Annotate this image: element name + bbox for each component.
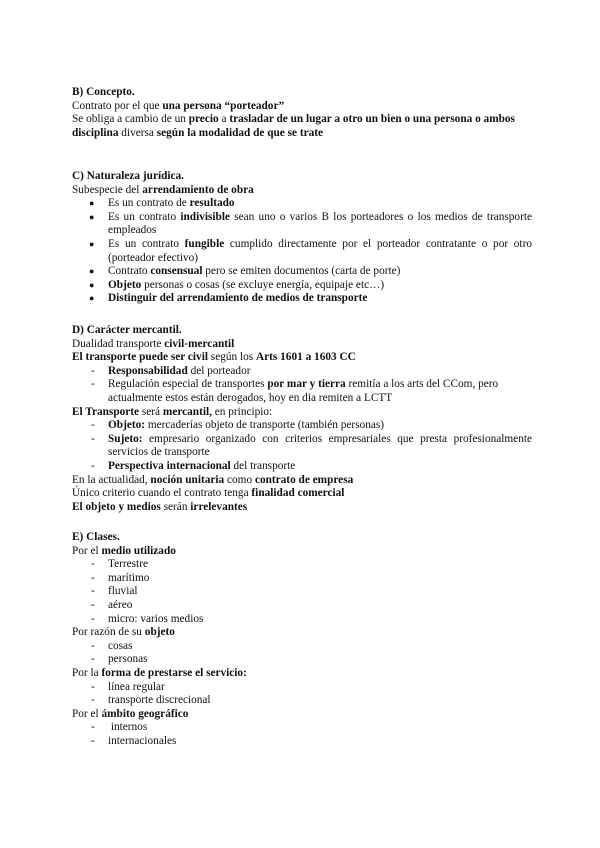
heading-c: C) Naturaleza jurídica. xyxy=(72,170,185,182)
list-item: - internacionales xyxy=(72,735,532,749)
list-item: ● Es un contrato de resultado xyxy=(72,197,532,211)
heading-e: E) Clases. xyxy=(72,531,120,543)
concept-line-1: Contrato por el que una persona “porteador” xyxy=(72,99,285,112)
list-item: ● Contrato consensual pero se emiten documentos (carta de porte) xyxy=(72,265,532,279)
object-means-line: El objeto y medios serán irrelevantes xyxy=(72,500,248,513)
list-item: - marítimo xyxy=(72,572,532,586)
duality-line: Dualidad transporte civil-mercantil xyxy=(72,337,235,350)
means-list xyxy=(72,558,532,626)
list-item: - Sujeto: empresario organizado con criterios empresariales que presta profesionalmente servicios de transporte xyxy=(72,433,532,460)
mercantile-dash-list xyxy=(72,419,532,473)
list-item: ● Objeto personas o cosas (se excluye energía, equipaje etc…) xyxy=(72,279,532,293)
section-e xyxy=(72,531,532,749)
by-scope-line: Por el ámbito geográfico xyxy=(72,707,189,720)
list-item: - Perspectiva internacional del transporte xyxy=(72,460,532,474)
list-item: - fluvial xyxy=(72,585,532,599)
nature-bullet-list xyxy=(72,197,532,306)
mercantile-line: El Transporte será mercantil, en principio: xyxy=(72,405,273,418)
list-item: - cosas xyxy=(72,640,532,654)
list-item: - Objeto: mercaderías objeto de transporte (también personas) xyxy=(72,419,532,433)
single-criterion-line: Único criterio cuando el contrato tenga finalidad comercial xyxy=(72,487,345,500)
concept-line-3: disciplina diversa según la modalidad de que se trate xyxy=(72,126,324,139)
by-object-line: Por razón de su objeto xyxy=(72,626,175,639)
concept-line-2: Se obliga a cambio de un precio a trasladar de un lugar a otro un bien o una persona o ambos xyxy=(72,113,515,126)
list-item: ● Distinguir del arrendamiento de medios de transporte xyxy=(72,292,532,306)
civil-dash-list xyxy=(72,365,532,406)
list-item: - Regulación especial de transportes por mar y tierra remitía a los arts del CCom, pero actualmente estos están derogados, hoy en dia remiten a LCTT xyxy=(72,378,532,405)
list-item: - Responsabilidad del porteador xyxy=(72,365,532,379)
list-item: - aéreo xyxy=(72,599,532,613)
civil-line: El transporte puede ser civil según los Arts 1601 a 1603 CC xyxy=(72,351,356,364)
section-c xyxy=(72,170,532,306)
by-means-line: Por el medio utilizado xyxy=(72,544,176,557)
nature-intro: Subespecie del arrendamiento de obra xyxy=(72,183,254,196)
list-item: ● Es un contrato indivisible sean uno o varios B los porteadores o los medios de transporte empleados xyxy=(72,211,532,238)
list-item: - personas xyxy=(72,653,532,667)
by-service-line: Por la forma de prestarse el servicio: xyxy=(72,666,247,679)
list-item: - transporte discrecional xyxy=(72,694,532,708)
scope-list xyxy=(72,721,532,748)
section-d xyxy=(72,324,532,514)
list-item: - micro: varios medios xyxy=(72,613,532,627)
heading-b: B) Concepto. xyxy=(72,86,135,98)
service-list xyxy=(72,681,532,708)
section-b xyxy=(72,86,532,140)
list-item: - Terrestre xyxy=(72,558,532,572)
list-item: - línea regular xyxy=(72,681,532,695)
objects-list xyxy=(72,640,532,667)
list-item: - internos xyxy=(72,721,532,735)
current-notion-line: En la actualidad, noción unitaria como contrato de empresa xyxy=(72,473,354,486)
heading-d: D) Carácter mercantil. xyxy=(72,324,182,336)
list-item: ● Es un contrato fungible cumplido directamente por el porteador contratante o por otro (porteador efectivo) xyxy=(72,238,532,265)
